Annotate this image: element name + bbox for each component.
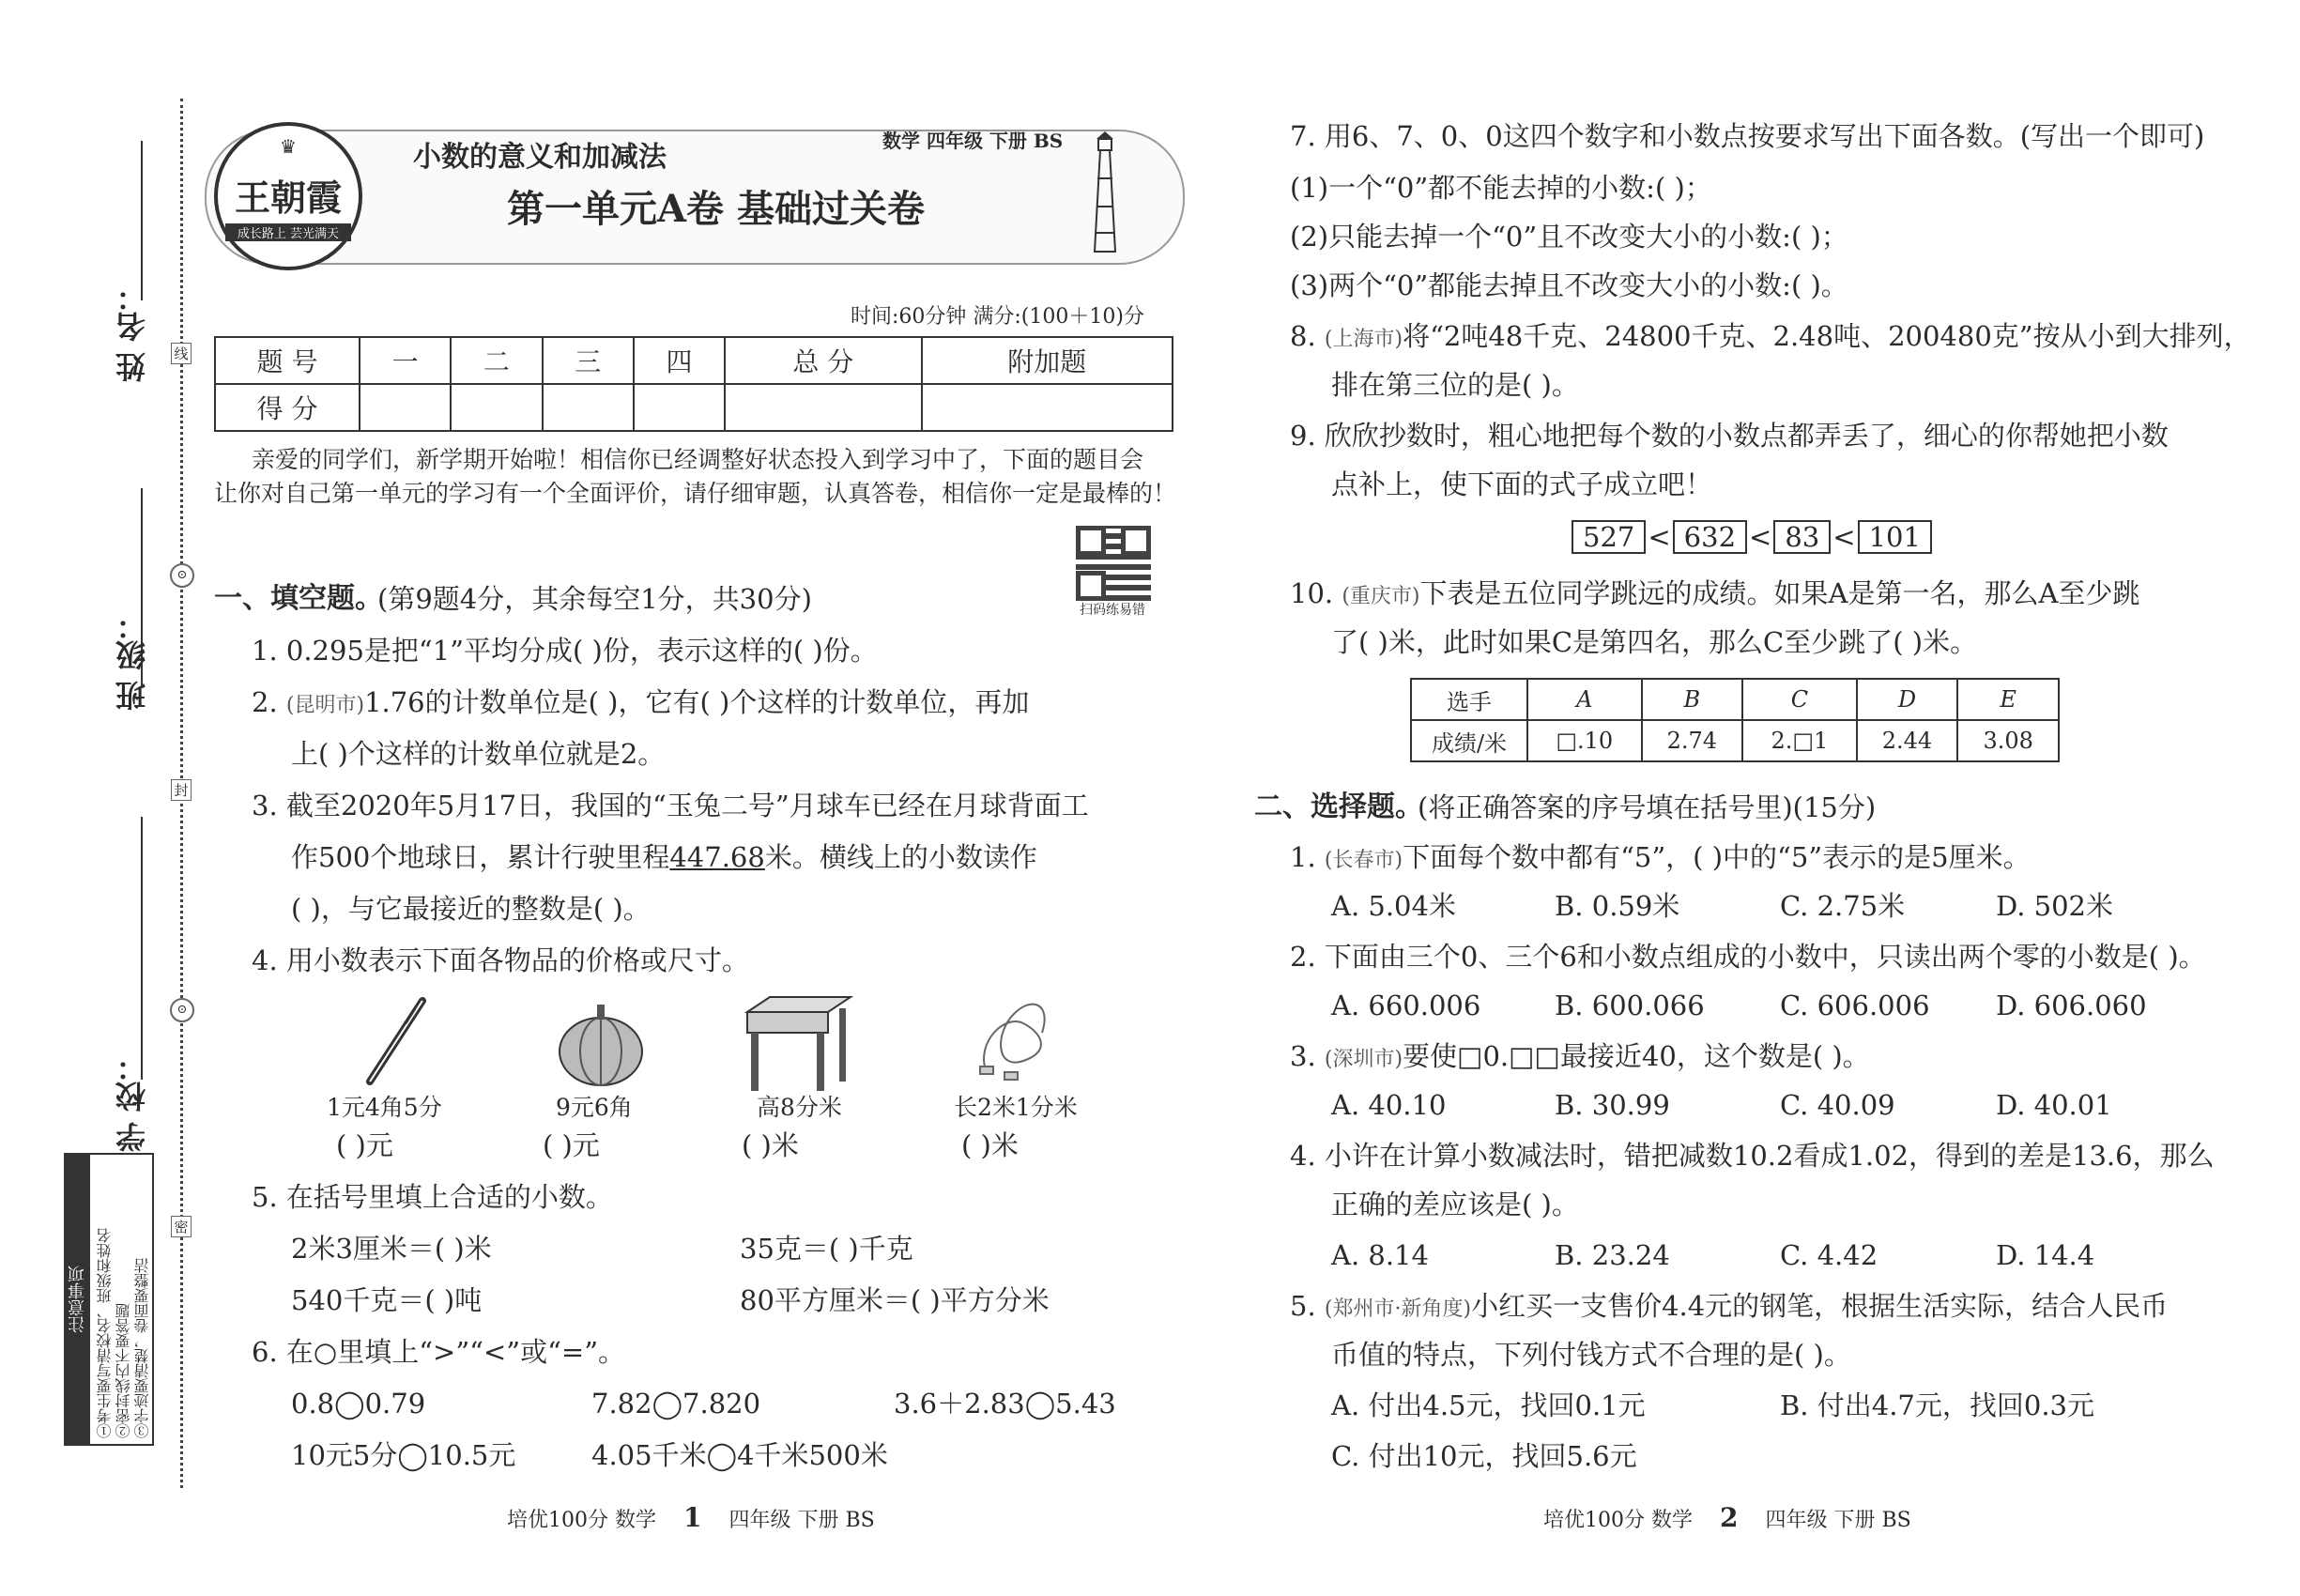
q7-item: (3)两个“0”都能去掉且不改变大小的小数:( )。	[1290, 269, 1848, 301]
s2-q3-text: 3. (深圳市)要使□0.□□最接近40，这个数是( )。	[1290, 1040, 1870, 1072]
footer-left	[507, 1502, 875, 1533]
lighthouse-icon	[1089, 131, 1121, 253]
s2-q2-option[interactable]: A. 660.006	[1331, 990, 1481, 1021]
less-than-sign: <	[1832, 521, 1856, 553]
footer-left-post: 四年级 下册 BS	[728, 1509, 875, 1532]
pen-icon	[357, 995, 432, 1089]
s2-q4-option[interactable]: D. 14.4	[1996, 1239, 2095, 1271]
jump-cell: E	[1957, 679, 2059, 720]
q2-tag: (昆明市)	[285, 694, 365, 717]
q9-number-box[interactable]: 101	[1858, 520, 1932, 554]
score-value-row	[215, 384, 1173, 431]
score-header-row	[215, 337, 1173, 384]
intro-line-1: 亲爱的同学们，新学期开始啦！相信你已经调整好状态投入到学习中了，下面的题目会	[252, 446, 1144, 473]
s2-q1-text: 1. (长春市)下面每个数中都有“5”，( )中的“5”表示的是5厘米。	[1290, 841, 2031, 873]
s2-q5-tag: (郑州市·新角度)	[1324, 1297, 1472, 1321]
q9-number-box[interactable]: 632	[1673, 520, 1747, 554]
q10-line-b: 了( )米，此时如果C是第四名，那么C至少跳了( )米。	[1331, 626, 1978, 658]
jump-cell: D	[1857, 679, 1958, 720]
q5-item: 2米3厘米＝( )米	[291, 1233, 492, 1265]
section2-heading: 二、选择题。	[1254, 790, 1423, 823]
q7-item: (2)只能去掉一个“0”且不改变大小的小数:( )；	[1290, 221, 1848, 253]
q2-text: 2. (昆明市)1.76的计数单位是( )，它有( )个这样的计数单位，再加	[252, 686, 1030, 718]
section2-note: (将正确答案的序号填在括号里)(15分)	[1418, 791, 1877, 823]
q8-line-b: 排在第三位的是( )。	[1331, 369, 1579, 401]
q4-text: 4. 用小数表示下面各物品的价格或尺寸。	[252, 944, 749, 976]
q6-item: 10元5分◯10.5元	[291, 1439, 516, 1471]
jump-cell: A	[1527, 679, 1642, 720]
s2-q5-option[interactable]: A. 付出4.5元，找回0.1元	[1331, 1389, 1646, 1421]
q10-text: 10. (重庆市)下表是五位同学跳远的成绩。如果A是第一名，那么A至少跳	[1290, 577, 2140, 609]
s2-q4-option[interactable]: C. 4.42	[1780, 1239, 1878, 1271]
less-than-sign: <	[1648, 521, 1671, 553]
s2-q2-option[interactable]: B. 600.066	[1555, 990, 1705, 1021]
section1-heading: 一、填空题。	[214, 582, 383, 615]
q9-line-a: 9. 欣欣抄数时，粗心地把每个数的小数点都弄丢了，细心的你帮她把小数	[1290, 420, 2169, 452]
score-input-cell[interactable]	[360, 384, 451, 431]
jump-cell: □.10	[1527, 720, 1642, 761]
s2-q1-option[interactable]: D. 502米	[1996, 890, 2114, 922]
jump-cell: 2.74	[1642, 720, 1743, 761]
cut-mark-1: 线	[171, 343, 192, 364]
table-icon	[742, 993, 854, 1097]
school-line	[141, 817, 143, 1080]
q9-number-box[interactable]: 83	[1773, 520, 1831, 554]
q4-item-blank: ( )元	[543, 1129, 600, 1161]
jump-header-row	[1411, 679, 2059, 720]
s2-q2-text: 2. 下面由三个0、三个6和小数点组成的小数中，只读出两个零的小数是( )。	[1290, 941, 2206, 973]
jump-value-row	[1411, 720, 2059, 761]
score-input-cell[interactable]	[543, 384, 634, 431]
q4-item-blank: ( )元	[336, 1129, 393, 1161]
q5-item: 35克＝( )千克	[740, 1233, 913, 1265]
s2-q5-option[interactable]: B. 付出4.7元，找回0.3元	[1780, 1389, 2094, 1421]
notes-box	[64, 1153, 154, 1446]
footer-right	[1543, 1502, 1911, 1533]
logo-text: 王朝霞	[234, 176, 342, 219]
q4-item-blank: ( )米	[961, 1129, 1019, 1161]
score-cell: 得 分	[215, 384, 360, 431]
q4-item-label: 高8分米	[757, 1094, 842, 1121]
s2-q5-option[interactable]: C. 付出10元，找回5.6元	[1331, 1440, 1637, 1472]
section1-note: (第9题4分，其余每空1分，共30分)	[377, 583, 812, 615]
qr-code-icon[interactable]	[1076, 526, 1151, 601]
q8-text: 8. (上海市)将“2吨48千克、24800千克、2.48吨、200480克”按从小到大排列，	[1290, 320, 2251, 352]
logo-badge	[214, 122, 362, 270]
jump-cell: 成绩/米	[1411, 720, 1527, 761]
score-cell: 四	[634, 337, 725, 384]
q2-line-b: 上( )个这样的计数单位就是2。	[291, 738, 666, 770]
q3-line-b	[291, 838, 1037, 876]
s2-q3-question: 要使□0.□□最接近40，这个数是( )。	[1403, 1040, 1870, 1072]
less-than-sign: <	[1749, 521, 1772, 553]
s2-q4-option[interactable]: B. 23.24	[1555, 1239, 1670, 1271]
jump-cell: 2.44	[1857, 720, 1958, 761]
q4-item-blank: ( )米	[742, 1129, 799, 1161]
q9-inequality	[1570, 518, 1934, 556]
score-input-cell[interactable]	[922, 384, 1173, 431]
score-cell: 三	[543, 337, 634, 384]
q5-item: 540千克＝( )吨	[291, 1284, 483, 1316]
q8-line-a: 将“2吨48千克、24800千克、2.48吨、200480克”按从小到大排列，	[1403, 320, 2251, 352]
footer-left-pre: 培优100分 数学	[507, 1509, 656, 1532]
rope-icon	[967, 995, 1061, 1089]
note-3: ③字迹要清楚，卷面要整洁	[133, 1258, 151, 1438]
q6-item: 3.6＋2.83◯5.43	[894, 1388, 1116, 1420]
s2-q1-option[interactable]: A. 5.04米	[1331, 890, 1456, 922]
q8-tag: (上海市)	[1324, 328, 1403, 351]
cut-mark-3: 密	[171, 1216, 192, 1237]
s2-q3-option[interactable]: C. 40.09	[1780, 1089, 1895, 1121]
score-cell: 附加题	[922, 337, 1173, 384]
s2-q3-tag: (深圳市)	[1324, 1048, 1403, 1071]
jump-cell: 2.□1	[1742, 720, 1857, 761]
q10-tag: (重庆市)	[1342, 585, 1420, 608]
logo-subtext: 成长路上 芸光满天	[225, 223, 351, 241]
q9-number-box[interactable]: 527	[1572, 520, 1646, 554]
jump-table	[1410, 678, 2060, 762]
subject-meta: 数学 四年级 下册 BS	[882, 130, 1064, 152]
s2-q5-text: 5. (郑州市·新角度)小红买一支售价4.4元的钢笔，根据生活实际，结合人民币	[1290, 1290, 2169, 1322]
s2-q1-tag: (长春市)	[1324, 849, 1403, 872]
unit-subtitle: 小数的意义和加减法	[413, 141, 667, 174]
q5-text: 5. 在括号里填上合适的小数。	[252, 1181, 613, 1213]
q7-text: 7. 用6、7、0、0这四个数字和小数点按要求写出下面各数。(写出一个即可)	[1290, 120, 2205, 152]
page-number: 2	[1720, 1502, 1739, 1533]
s2-q1-option[interactable]: B. 0.59米	[1555, 890, 1680, 922]
q3-line-b-pre: 作500个地球日，累计行驶里程	[291, 841, 670, 873]
jump-cell: B	[1642, 679, 1743, 720]
q3-line-a: 3. 截至2020年5月17日，我国的“玉兔二号”月球车已经在月球背面工	[252, 790, 1089, 821]
s2-q2-option[interactable]: D. 606.060	[1996, 990, 2147, 1021]
q6-item: 4.05千米◯4千米500米	[591, 1439, 888, 1471]
cut-mark-2: 封	[171, 779, 192, 801]
intro-line-2: 让你对自己第一单元的学习有一个全面评价，请仔细审题，认真答卷，相信你一定是最棒的！	[214, 480, 1177, 507]
q5-item: 80平方厘米＝( )平方分米	[740, 1284, 1050, 1316]
s2-q4-option[interactable]: A. 8.14	[1331, 1239, 1429, 1271]
s2-q2-option[interactable]: C. 606.006	[1780, 990, 1930, 1021]
q10-line-a: 下表是五位同学跳远的成绩。如果A是第一名，那么A至少跳	[1419, 577, 2140, 609]
notes-title: 注意事项	[66, 1155, 90, 1444]
crown-icon: ♛	[280, 135, 297, 158]
s2-q5-line-b: 币值的特点，下列付钱方式不合理的是( )。	[1331, 1339, 1851, 1371]
s2-q4-line-a: 4. 小许在计算小数减法时，错把减数10.2看成1.02，得到的差是13.6，那么	[1290, 1140, 2215, 1172]
seal-circle-icon: ⊙	[170, 998, 194, 1022]
q6-item: 0.8◯0.79	[291, 1388, 426, 1420]
q2-line-a: 1.76的计数单位是( )，它有( )个这样的计数单位，再加	[364, 686, 1030, 718]
q4-item-label: 1元4角5分	[327, 1094, 442, 1121]
q3-line-b-post: 米。横线上的小数读作	[764, 841, 1037, 873]
q6-item: 7.82◯7.820	[591, 1388, 761, 1420]
jump-cell: 3.08	[1957, 720, 2059, 761]
name-label: 姓 名：	[115, 282, 150, 383]
pumpkin-icon	[554, 997, 648, 1091]
s2-q3-option[interactable]: A. 40.10	[1331, 1089, 1447, 1121]
s2-q3-option[interactable]: D. 40.01	[1996, 1089, 2112, 1121]
footer-right-pre: 培优100分 数学	[1543, 1509, 1693, 1532]
score-cell: 总 分	[725, 337, 921, 384]
footer-right-post: 四年级 下册 BS	[1765, 1509, 1911, 1532]
q4-item-label: 9元6角	[556, 1094, 633, 1121]
s2-q1-option[interactable]: C. 2.75米	[1780, 890, 1906, 922]
jump-cell: 选手	[1411, 679, 1527, 720]
page-number: 1	[683, 1502, 702, 1533]
note-1: ①考生要写清校名、班级和姓名	[96, 1228, 114, 1438]
page-title: 第一单元A卷 基础过关卷	[507, 187, 925, 231]
s2-q4-line-b: 正确的差应该是( )。	[1331, 1189, 1579, 1220]
q1-text: 1. 0.295是把“1”平均分成( )份，表示这样的( )份。	[252, 635, 878, 667]
score-cell: 二	[451, 337, 542, 384]
q3-line-c: ( )，与它最接近的整数是( )。	[291, 893, 651, 925]
s2-q3-option[interactable]: B. 30.99	[1555, 1089, 1670, 1121]
jump-cell: C	[1742, 679, 1857, 720]
class-label: 班 级：	[115, 610, 150, 712]
s2-q1-question: 下面每个数中都有“5”，( )中的“5”表示的是5厘米。	[1403, 841, 2031, 873]
q4-item-label: 长2米1分米	[954, 1094, 1078, 1121]
score-table	[214, 336, 1173, 432]
name-line	[141, 141, 143, 300]
score-input-cell[interactable]	[725, 384, 921, 431]
score-cell: 题 号	[215, 337, 360, 384]
q9-line-b: 点补上，使下面的式子成立吧！	[1331, 468, 1713, 500]
score-input-cell[interactable]	[634, 384, 725, 431]
score-cell: 一	[360, 337, 451, 384]
school-label: 学 校：	[115, 1051, 150, 1153]
s2-q5-line-a: 小红买一支售价4.4元的钢笔，根据生活实际，结合人民币	[1471, 1290, 2169, 1322]
score-input-cell[interactable]	[451, 384, 542, 431]
q3-underlined-number: 447.68	[669, 841, 765, 873]
qr-label: 扫码练易错	[1080, 603, 1145, 618]
time-info: 时间:60分钟 满分:(100＋10)分	[851, 305, 1144, 329]
seal-circle-icon: ⊙	[170, 563, 194, 588]
q6-text: 6. 在○里填上“>”“<”或“=”。	[252, 1336, 626, 1368]
q7-item: (1)一个“0”都不能去掉的小数:( )；	[1290, 172, 1712, 204]
note-2: ②密封线内不要答题	[115, 1303, 132, 1438]
